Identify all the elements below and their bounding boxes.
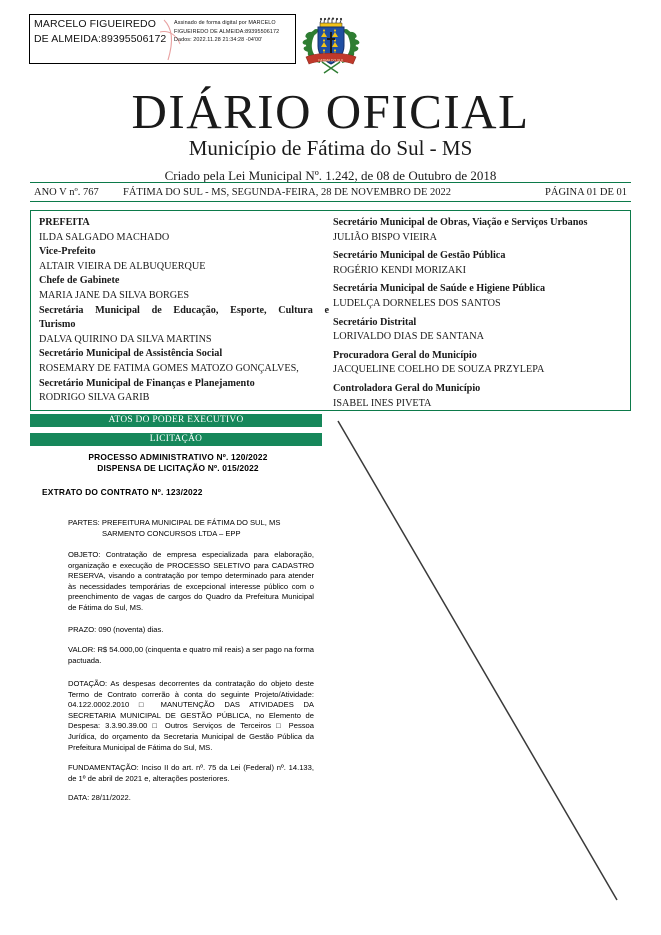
official-name: JACQUELINE COELHO DE SOUZA PRZYLEPA [333, 364, 545, 376]
dotacao-block: DOTAÇÃO: As despesas decorrentes da contratação do objeto deste Termo de Contrato correrão à conta do seguinte Projeto/Atividade: 04.122.0002.2010 □ MANUTENÇÃO DAS ATIVIDADES DA SECRETARIA MUNICIPAL DE GESTÃO PÚBLICA, no Elemento de Despesa: 3.3.90.39.00 □ Outros Serviços de Terceiros □ Pessoa Jurídica, do orçamento da Secretaria Municipal de Gestão Pública da Prefeitura Municipal de Fátima do Sul, MS. [68, 679, 314, 752]
masthead-subtitle: Município de Fátima do Sul - MS [188, 136, 473, 160]
processo-heading [42, 452, 314, 475]
official-role: PREFEITA [39, 217, 90, 228]
officials-left-column [39, 216, 329, 406]
official-role: Secretário Municipal de Gestão Pública [333, 250, 506, 262]
officials-right-column [333, 216, 625, 411]
masthead [0, 86, 661, 185]
official-role-continued: Turismo [39, 319, 76, 331]
official-name: RODRIGO SILVA GARIB [39, 392, 150, 404]
partes-line-1: PARTES: PREFEITURA MUNICIPAL DE FÁTIMA DO SUL, MS [68, 518, 281, 527]
page-title: DIÁRIO OFICIAL [131, 84, 530, 139]
official-role: Vice-Prefeito [39, 246, 96, 258]
partes-block [68, 518, 314, 539]
issue-city-date: FÁTIMA DO SUL - MS, SEGUNDA-FEIRA, 28 DE NOVEMBRO DE 2022 [123, 187, 452, 198]
official-name: ROGÉRIO KENDI MORIZAKI [333, 264, 466, 276]
svg-text:FATIMA DO SUL: FATIMA DO SUL [318, 58, 344, 63]
official-role: Secretário Municipal de Finanças e Planejamento [39, 377, 255, 389]
official-name: LORIVALDO DIAS DE SANTANA [333, 331, 484, 343]
official-name: ALTAIR VIEIRA DE ALBUQUERQUE [39, 260, 206, 272]
partes-line-2: SARMENTO CONCURSOS LTDA – EPP [102, 528, 241, 538]
coat-of-arms-icon [298, 16, 364, 78]
masthead-law-reference: Criado pela Lei Municipal Nº. 1.242, de 08 de Outubro de 2018 [164, 168, 497, 183]
extrato-contrato-heading: EXTRATO DO CONTRATO Nº. 123/2022 [42, 487, 203, 497]
issue-info-bar [30, 182, 631, 202]
official-role: Secretário Distrital [333, 316, 417, 328]
official-role: Controladora Geral do Município [333, 382, 481, 394]
objeto-block: OBJETO: Contratação de empresa especializada para elaboração, organização e execução de PROCESSO SELETIVO para CADASTRO RESERVA, visando a contratação por tempo determinado para atender às necessidades temporárias de excepcional interesse público com o preenchimento de vagas de cargos do Quadro da Prefeitura Municipal de Fátima do Sul, MS. [68, 550, 314, 612]
official-role: Secretário Municipal de Obras, Viação e Serviços Urbanos [333, 217, 588, 228]
official-name: LUDELÇA DORNELES DOS SANTOS [333, 297, 501, 309]
official-role: Secretário Municipal de Assistência Social [39, 348, 223, 360]
signature-details-text: Assinado de forma digital por MARCELO FIGUEIREDO DE ALMEIDA:89395506172 Dados: 2022.11.28 21:34:28 -04'00' [174, 20, 280, 44]
official-name: ROSEMARY DE FATIMA GOMES MATOZO GONÇALVES, [39, 362, 299, 374]
valor-block: VALOR: R$ 54.000,00 (cinquenta e quatro mil reais) a ser pago na forma pactuada. [68, 645, 314, 665]
official-role: Secretária Municipal de Educação, Esporte, Cultura e [39, 304, 329, 316]
official-role: Procuradora Geral do Município [333, 349, 477, 361]
official-name: ISABEL INES PIVETA [333, 397, 432, 409]
official-name: JULIÃO BISPO VIEIRA [333, 231, 437, 243]
issue-year-number: ANO V nº. 767 [34, 187, 99, 198]
fundamentacao-block: FUNDAMENTAÇÃO: Inciso II do art. nº. 75 da Lei (Federal) nº. 14.133, de 1º de abril de 2021 e, alterações posteriores. [68, 763, 314, 783]
official-name: MARIA JANE DA SILVA BORGES [39, 289, 190, 301]
data-block: DATA: 28/11/2022. [68, 793, 131, 802]
section-banner-licitacao: LICITAÇÃO [30, 433, 322, 446]
dispensa-licitacao-number: DISPENSA DE LICITAÇÃO Nº. 015/2022 [97, 463, 259, 474]
prazo-block: PRAZO: 090 (noventa) dias. [68, 625, 164, 634]
official-name: DALVA QUIRINO DA SILVA MARTINS [39, 333, 212, 345]
official-name: ILDA SALGADO MACHADO [39, 231, 170, 243]
signature-signer-name: MARCELO FIGUEIREDO DE ALMEIDA:89395506172 [34, 18, 167, 45]
issue-page-number: PÁGINA 01 DE 01 [545, 187, 627, 198]
section-banner-atos-poder-executivo: ATOS DO PODER EXECUTIVO [30, 414, 322, 427]
officials-box [30, 210, 631, 411]
official-role: Secretária Municipal de Saúde e Higiene Pública [333, 283, 546, 295]
processo-administrativo-number: PROCESSO ADMINISTRATIVO Nº. 120/2022 [88, 452, 268, 462]
official-role: Chefe de Gabinete [39, 275, 120, 287]
digital-signature-stamp [29, 14, 296, 64]
